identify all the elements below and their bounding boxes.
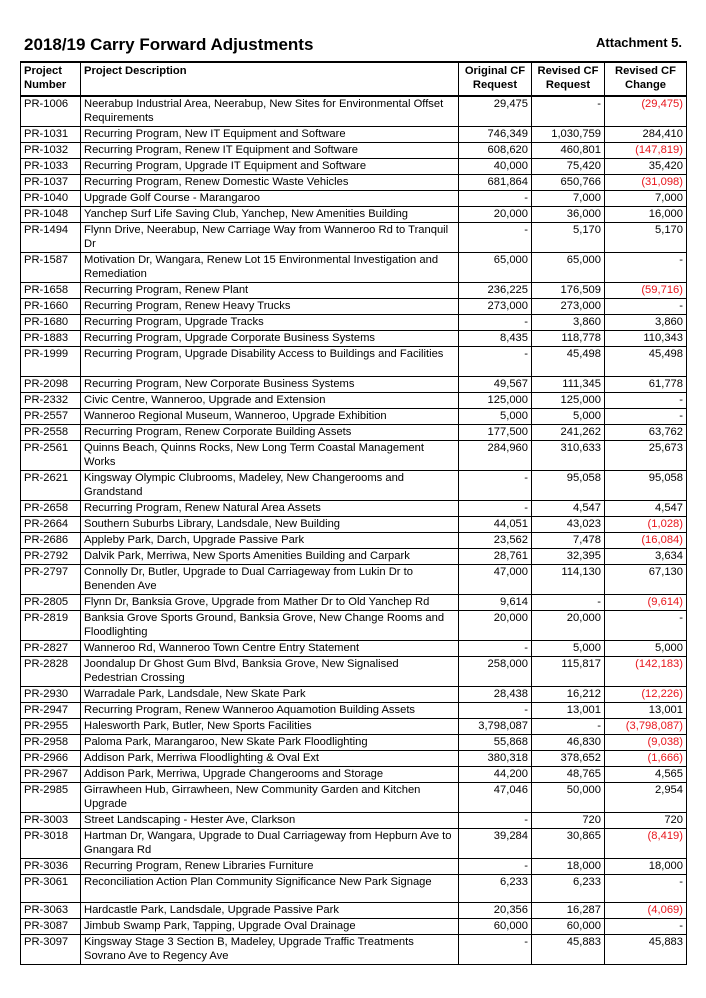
- project-description-cell: Paloma Park, Marangaroo, New Skate Park Floodlighting: [81, 734, 459, 750]
- project-number-cell: PR-2966: [21, 750, 81, 766]
- original-cf-request-cell: -: [459, 702, 532, 718]
- header-revised-cf-change: Revised CF Change: [605, 62, 687, 96]
- project-description-cell: Hartman Dr, Wangara, Upgrade to Dual Carriageway from Hepburn Ave to Gnangara Rd: [81, 828, 459, 858]
- revised-cf-change-cell: 45,498: [605, 346, 687, 376]
- table-row: [21, 470, 687, 500]
- revised-cf-request-cell: 46,830: [532, 734, 605, 750]
- original-cf-request-cell: 681,864: [459, 174, 532, 190]
- revised-cf-request-cell: 16,212: [532, 686, 605, 702]
- project-description-cell: Girrawheen Hub, Girrawheen, New Community Garden and Kitchen Upgrade: [81, 782, 459, 812]
- revised-cf-request-cell: 43,023: [532, 516, 605, 532]
- table-row: [21, 918, 687, 934]
- table-row: [21, 718, 687, 734]
- revised-cf-request-cell: -: [532, 594, 605, 610]
- revised-cf-change-cell: (31,098): [605, 174, 687, 190]
- original-cf-request-cell: 49,567: [459, 376, 532, 392]
- project-number-cell: PR-2930: [21, 686, 81, 702]
- project-number-cell: PR-1037: [21, 174, 81, 190]
- original-cf-request-cell: -: [459, 222, 532, 252]
- revised-cf-change-cell: (16,084): [605, 532, 687, 548]
- original-cf-request-cell: -: [459, 314, 532, 330]
- revised-cf-request-cell: 45,498: [532, 346, 605, 376]
- table-row: [21, 782, 687, 812]
- table-row: [21, 376, 687, 392]
- project-description-cell: Wanneroo Regional Museum, Wanneroo, Upgrade Exhibition: [81, 408, 459, 424]
- table-row: [21, 564, 687, 594]
- revised-cf-request-cell: 18,000: [532, 858, 605, 874]
- table-row: [21, 934, 687, 964]
- project-number-cell: PR-3061: [21, 874, 81, 902]
- original-cf-request-cell: 29,475: [459, 96, 532, 126]
- original-cf-request-cell: -: [459, 934, 532, 964]
- original-cf-request-cell: 284,960: [459, 440, 532, 470]
- project-number-cell: PR-3097: [21, 934, 81, 964]
- table-row: [21, 734, 687, 750]
- revised-cf-request-cell: 65,000: [532, 252, 605, 282]
- header-project-description: Project Description: [81, 62, 459, 96]
- revised-cf-change-cell: 5,000: [605, 640, 687, 656]
- original-cf-request-cell: 47,046: [459, 782, 532, 812]
- original-cf-request-cell: 380,318: [459, 750, 532, 766]
- project-description-cell: Kingsway Olympic Clubrooms, Madeley, New Changerooms and Grandstand: [81, 470, 459, 500]
- revised-cf-request-cell: 45,883: [532, 934, 605, 964]
- table-row: [21, 424, 687, 440]
- project-description-cell: Motivation Dr, Wangara, Renew Lot 15 Environmental Investigation and Remediation: [81, 252, 459, 282]
- revised-cf-change-cell: (9,038): [605, 734, 687, 750]
- project-description-cell: Southern Suburbs Library, Landsdale, New Building: [81, 516, 459, 532]
- revised-cf-change-cell: (1,666): [605, 750, 687, 766]
- project-description-cell: Addison Park, Merriwa Floodlighting & Oval Ext: [81, 750, 459, 766]
- revised-cf-change-cell: -: [605, 392, 687, 408]
- project-description-cell: Recurring Program, Renew Natural Area Assets: [81, 500, 459, 516]
- project-description-cell: Appleby Park, Darch, Upgrade Passive Park: [81, 532, 459, 548]
- revised-cf-request-cell: 176,509: [532, 282, 605, 298]
- revised-cf-change-cell: 3,860: [605, 314, 687, 330]
- table-row: [21, 126, 687, 142]
- project-number-cell: PR-1033: [21, 158, 81, 174]
- original-cf-request-cell: 5,000: [459, 408, 532, 424]
- table-row: [21, 314, 687, 330]
- table-header: [21, 62, 687, 96]
- revised-cf-request-cell: 111,345: [532, 376, 605, 392]
- project-number-cell: PR-2332: [21, 392, 81, 408]
- table-row: [21, 532, 687, 548]
- revised-cf-change-cell: 67,130: [605, 564, 687, 594]
- project-description-cell: Upgrade Golf Course - Marangaroo: [81, 190, 459, 206]
- revised-cf-change-cell: 4,565: [605, 766, 687, 782]
- original-cf-request-cell: 608,620: [459, 142, 532, 158]
- project-number-cell: PR-1032: [21, 142, 81, 158]
- attachment-label: Attachment 5.: [596, 35, 682, 50]
- original-cf-request-cell: 20,000: [459, 610, 532, 640]
- original-cf-request-cell: 8,435: [459, 330, 532, 346]
- project-description-cell: Recurring Program, Upgrade Corporate Business Systems: [81, 330, 459, 346]
- revised-cf-change-cell: 7,000: [605, 190, 687, 206]
- revised-cf-change-cell: (29,475): [605, 96, 687, 126]
- revised-cf-request-cell: 30,865: [532, 828, 605, 858]
- project-description-cell: Hardcastle Park, Landsdale, Upgrade Passive Park: [81, 902, 459, 918]
- project-number-cell: PR-2561: [21, 440, 81, 470]
- original-cf-request-cell: 44,200: [459, 766, 532, 782]
- project-description-cell: Quinns Beach, Quinns Rocks, New Long Term Coastal Management Works: [81, 440, 459, 470]
- table-row: [21, 440, 687, 470]
- table-row: [21, 656, 687, 686]
- revised-cf-request-cell: 118,778: [532, 330, 605, 346]
- revised-cf-change-cell: 284,410: [605, 126, 687, 142]
- revised-cf-change-cell: 45,883: [605, 934, 687, 964]
- project-description-cell: Jimbub Swamp Park, Tapping, Upgrade Oval Drainage: [81, 918, 459, 934]
- original-cf-request-cell: 177,500: [459, 424, 532, 440]
- table-row: [21, 702, 687, 718]
- project-description-cell: Recurring Program, Renew Domestic Waste Vehicles: [81, 174, 459, 190]
- project-number-cell: PR-2792: [21, 548, 81, 564]
- original-cf-request-cell: -: [459, 812, 532, 828]
- revised-cf-request-cell: 125,000: [532, 392, 605, 408]
- table-row: [21, 610, 687, 640]
- revised-cf-change-cell: (3,798,087): [605, 718, 687, 734]
- project-description-cell: Kingsway Stage 3 Section B, Madeley, Upgrade Traffic Treatments Sovrano Ave to Regency Ave: [81, 934, 459, 964]
- project-number-cell: PR-1680: [21, 314, 81, 330]
- original-cf-request-cell: 23,562: [459, 532, 532, 548]
- project-number-cell: PR-2955: [21, 718, 81, 734]
- project-description-cell: Recurring Program, Upgrade Disability Access to Buildings and Facilities: [81, 346, 459, 376]
- revised-cf-request-cell: 1,030,759: [532, 126, 605, 142]
- project-description-cell: Recurring Program, Renew Heavy Trucks: [81, 298, 459, 314]
- project-number-cell: PR-1031: [21, 126, 81, 142]
- original-cf-request-cell: -: [459, 470, 532, 500]
- revised-cf-request-cell: 16,287: [532, 902, 605, 918]
- original-cf-request-cell: 39,284: [459, 828, 532, 858]
- revised-cf-change-cell: 4,547: [605, 500, 687, 516]
- table-row: [21, 594, 687, 610]
- revised-cf-change-cell: 2,954: [605, 782, 687, 812]
- table-row: [21, 766, 687, 782]
- table-row: [21, 190, 687, 206]
- header-revised-cf-request: Revised CF Request: [532, 62, 605, 96]
- table-row: [21, 902, 687, 918]
- revised-cf-change-cell: 720: [605, 812, 687, 828]
- revised-cf-request-cell: 32,395: [532, 548, 605, 564]
- project-number-cell: PR-3063: [21, 902, 81, 918]
- revised-cf-request-cell: 95,058: [532, 470, 605, 500]
- project-number-cell: PR-1999: [21, 346, 81, 376]
- project-description-cell: Recurring Program, Renew Corporate Building Assets: [81, 424, 459, 440]
- revised-cf-request-cell: 4,547: [532, 500, 605, 516]
- project-number-cell: PR-2805: [21, 594, 81, 610]
- project-number-cell: PR-1048: [21, 206, 81, 222]
- project-number-cell: PR-2958: [21, 734, 81, 750]
- table-row: [21, 298, 687, 314]
- revised-cf-change-cell: 35,420: [605, 158, 687, 174]
- revised-cf-change-cell: -: [605, 408, 687, 424]
- revised-cf-change-cell: (142,183): [605, 656, 687, 686]
- project-number-cell: PR-1494: [21, 222, 81, 252]
- project-description-cell: Flynn Drive, Neerabup, New Carriage Way from Wanneroo Rd to Tranquil Dr: [81, 222, 459, 252]
- project-number-cell: PR-2664: [21, 516, 81, 532]
- revised-cf-request-cell: 48,765: [532, 766, 605, 782]
- revised-cf-request-cell: 378,652: [532, 750, 605, 766]
- original-cf-request-cell: 236,225: [459, 282, 532, 298]
- revised-cf-request-cell: 460,801: [532, 142, 605, 158]
- project-description-cell: Recurring Program, Upgrade IT Equipment and Software: [81, 158, 459, 174]
- revised-cf-change-cell: 63,762: [605, 424, 687, 440]
- revised-cf-request-cell: 114,130: [532, 564, 605, 594]
- original-cf-request-cell: -: [459, 858, 532, 874]
- table-row: [21, 812, 687, 828]
- carry-forward-table: [20, 61, 687, 965]
- project-description-cell: Addison Park, Merriwa, Upgrade Changerooms and Storage: [81, 766, 459, 782]
- project-number-cell: PR-1040: [21, 190, 81, 206]
- revised-cf-change-cell: -: [605, 874, 687, 902]
- revised-cf-change-cell: 13,001: [605, 702, 687, 718]
- revised-cf-change-cell: -: [605, 918, 687, 934]
- original-cf-request-cell: 3,798,087: [459, 718, 532, 734]
- table-row: [21, 282, 687, 298]
- project-description-cell: Joondalup Dr Ghost Gum Blvd, Banksia Grove, New Signalised Pedestrian Crossing: [81, 656, 459, 686]
- revised-cf-request-cell: 273,000: [532, 298, 605, 314]
- project-number-cell: PR-2098: [21, 376, 81, 392]
- revised-cf-change-cell: 3,634: [605, 548, 687, 564]
- project-description-cell: Recurring Program, New IT Equipment and Software: [81, 126, 459, 142]
- original-cf-request-cell: -: [459, 190, 532, 206]
- original-cf-request-cell: 273,000: [459, 298, 532, 314]
- project-description-cell: Flynn Dr, Banksia Grove, Upgrade from Mather Dr to Old Yanchep Rd: [81, 594, 459, 610]
- revised-cf-change-cell: -: [605, 252, 687, 282]
- revised-cf-change-cell: 16,000: [605, 206, 687, 222]
- header-original-cf-request: Original CF Request: [459, 62, 532, 96]
- original-cf-request-cell: 44,051: [459, 516, 532, 532]
- revised-cf-change-cell: (8,419): [605, 828, 687, 858]
- project-description-cell: Recurring Program, Renew Libraries Furniture: [81, 858, 459, 874]
- table-body: [21, 96, 687, 964]
- table-row: [21, 252, 687, 282]
- table-row: [21, 206, 687, 222]
- revised-cf-change-cell: 18,000: [605, 858, 687, 874]
- original-cf-request-cell: 55,868: [459, 734, 532, 750]
- project-description-cell: Civic Centre, Wanneroo, Upgrade and Extension: [81, 392, 459, 408]
- project-number-cell: PR-2557: [21, 408, 81, 424]
- original-cf-request-cell: 65,000: [459, 252, 532, 282]
- project-description-cell: Warradale Park, Landsdale, New Skate Park: [81, 686, 459, 702]
- project-number-cell: PR-2621: [21, 470, 81, 500]
- project-number-cell: PR-3036: [21, 858, 81, 874]
- revised-cf-change-cell: (12,226): [605, 686, 687, 702]
- revised-cf-change-cell: -: [605, 298, 687, 314]
- table-row: [21, 500, 687, 516]
- table-row: [21, 96, 687, 126]
- table-row: [21, 346, 687, 376]
- project-number-cell: PR-2828: [21, 656, 81, 686]
- project-description-cell: Recurring Program, Renew Plant: [81, 282, 459, 298]
- revised-cf-request-cell: 3,860: [532, 314, 605, 330]
- table-row: [21, 330, 687, 346]
- table-row: [21, 142, 687, 158]
- original-cf-request-cell: -: [459, 640, 532, 656]
- project-number-cell: PR-2967: [21, 766, 81, 782]
- project-number-cell: PR-2797: [21, 564, 81, 594]
- project-description-cell: Neerabup Industrial Area, Neerabup, New Sites for Environmental Offset Requirements: [81, 96, 459, 126]
- revised-cf-change-cell: 95,058: [605, 470, 687, 500]
- revised-cf-request-cell: -: [532, 96, 605, 126]
- project-number-cell: PR-1883: [21, 330, 81, 346]
- project-number-cell: PR-2947: [21, 702, 81, 718]
- table-row: [21, 222, 687, 252]
- table-row: [21, 516, 687, 532]
- project-number-cell: PR-2658: [21, 500, 81, 516]
- revised-cf-request-cell: -: [532, 718, 605, 734]
- original-cf-request-cell: -: [459, 346, 532, 376]
- revised-cf-request-cell: 50,000: [532, 782, 605, 812]
- project-number-cell: PR-1660: [21, 298, 81, 314]
- table-row: [21, 874, 687, 902]
- revised-cf-request-cell: 5,000: [532, 640, 605, 656]
- original-cf-request-cell: 258,000: [459, 656, 532, 686]
- revised-cf-request-cell: 36,000: [532, 206, 605, 222]
- project-number-cell: PR-3087: [21, 918, 81, 934]
- page-title: 2018/19 Carry Forward Adjustments: [24, 35, 314, 54]
- table-row: [21, 686, 687, 702]
- original-cf-request-cell: 6,233: [459, 874, 532, 902]
- revised-cf-change-cell: (59,716): [605, 282, 687, 298]
- original-cf-request-cell: 20,000: [459, 206, 532, 222]
- original-cf-request-cell: 60,000: [459, 918, 532, 934]
- revised-cf-change-cell: 61,778: [605, 376, 687, 392]
- revised-cf-request-cell: 20,000: [532, 610, 605, 640]
- project-description-cell: Dalvik Park, Merriwa, New Sports Amenities Building and Carpark: [81, 548, 459, 564]
- project-number-cell: PR-2827: [21, 640, 81, 656]
- original-cf-request-cell: 28,438: [459, 686, 532, 702]
- revised-cf-request-cell: 241,262: [532, 424, 605, 440]
- table-row: [21, 392, 687, 408]
- revised-cf-change-cell: -: [605, 610, 687, 640]
- revised-cf-change-cell: 5,170: [605, 222, 687, 252]
- project-description-cell: Connolly Dr, Butler, Upgrade to Dual Carriageway from Lukin Dr to Benenden Ave: [81, 564, 459, 594]
- revised-cf-change-cell: (1,028): [605, 516, 687, 532]
- project-number-cell: PR-2686: [21, 532, 81, 548]
- project-description-cell: Recurring Program, Renew Wanneroo Aquamotion Building Assets: [81, 702, 459, 718]
- revised-cf-request-cell: 5,000: [532, 408, 605, 424]
- revised-cf-change-cell: (147,819): [605, 142, 687, 158]
- revised-cf-request-cell: 115,817: [532, 656, 605, 686]
- project-number-cell: PR-1658: [21, 282, 81, 298]
- project-number-cell: PR-1587: [21, 252, 81, 282]
- revised-cf-request-cell: 720: [532, 812, 605, 828]
- original-cf-request-cell: 20,356: [459, 902, 532, 918]
- project-number-cell: PR-2985: [21, 782, 81, 812]
- original-cf-request-cell: 28,761: [459, 548, 532, 564]
- revised-cf-change-cell: (4,069): [605, 902, 687, 918]
- project-description-cell: Halesworth Park, Butler, New Sports Facilities: [81, 718, 459, 734]
- project-description-cell: Recurring Program, Upgrade Tracks: [81, 314, 459, 330]
- revised-cf-request-cell: 5,170: [532, 222, 605, 252]
- original-cf-request-cell: 9,614: [459, 594, 532, 610]
- original-cf-request-cell: 746,349: [459, 126, 532, 142]
- project-description-cell: Recurring Program, New Corporate Business Systems: [81, 376, 459, 392]
- table-row: [21, 640, 687, 656]
- project-description-cell: Wanneroo Rd, Wanneroo Town Centre Entry Statement: [81, 640, 459, 656]
- project-description-cell: Street Landscaping - Hester Ave, Clarkson: [81, 812, 459, 828]
- table-row: [21, 408, 687, 424]
- revised-cf-request-cell: 60,000: [532, 918, 605, 934]
- table-row: [21, 828, 687, 858]
- table-row: [21, 548, 687, 564]
- revised-cf-request-cell: 6,233: [532, 874, 605, 902]
- revised-cf-request-cell: 7,000: [532, 190, 605, 206]
- project-number-cell: PR-2819: [21, 610, 81, 640]
- project-number-cell: PR-3003: [21, 812, 81, 828]
- original-cf-request-cell: 40,000: [459, 158, 532, 174]
- project-description-cell: Banksia Grove Sports Ground, Banksia Grove, New Change Rooms and Floodlighting: [81, 610, 459, 640]
- project-description-cell: Reconciliation Action Plan Community Significance New Park Signage: [81, 874, 459, 902]
- original-cf-request-cell: 47,000: [459, 564, 532, 594]
- original-cf-request-cell: 125,000: [459, 392, 532, 408]
- original-cf-request-cell: -: [459, 500, 532, 516]
- project-description-cell: Yanchep Surf Life Saving Club, Yanchep, New Amenities Building: [81, 206, 459, 222]
- revised-cf-request-cell: 310,633: [532, 440, 605, 470]
- project-description-cell: Recurring Program, Renew IT Equipment and Software: [81, 142, 459, 158]
- table-row: [21, 174, 687, 190]
- revised-cf-request-cell: 75,420: [532, 158, 605, 174]
- revised-cf-change-cell: (9,614): [605, 594, 687, 610]
- table-row: [21, 750, 687, 766]
- revised-cf-request-cell: 650,766: [532, 174, 605, 190]
- revised-cf-change-cell: 25,673: [605, 440, 687, 470]
- project-number-cell: PR-2558: [21, 424, 81, 440]
- revised-cf-request-cell: 13,001: [532, 702, 605, 718]
- table-row: [21, 858, 687, 874]
- revised-cf-change-cell: 110,343: [605, 330, 687, 346]
- project-number-cell: PR-3018: [21, 828, 81, 858]
- header-project-number: Project Number: [21, 62, 81, 96]
- table-row: [21, 158, 687, 174]
- revised-cf-request-cell: 7,478: [532, 532, 605, 548]
- project-number-cell: PR-1006: [21, 96, 81, 126]
